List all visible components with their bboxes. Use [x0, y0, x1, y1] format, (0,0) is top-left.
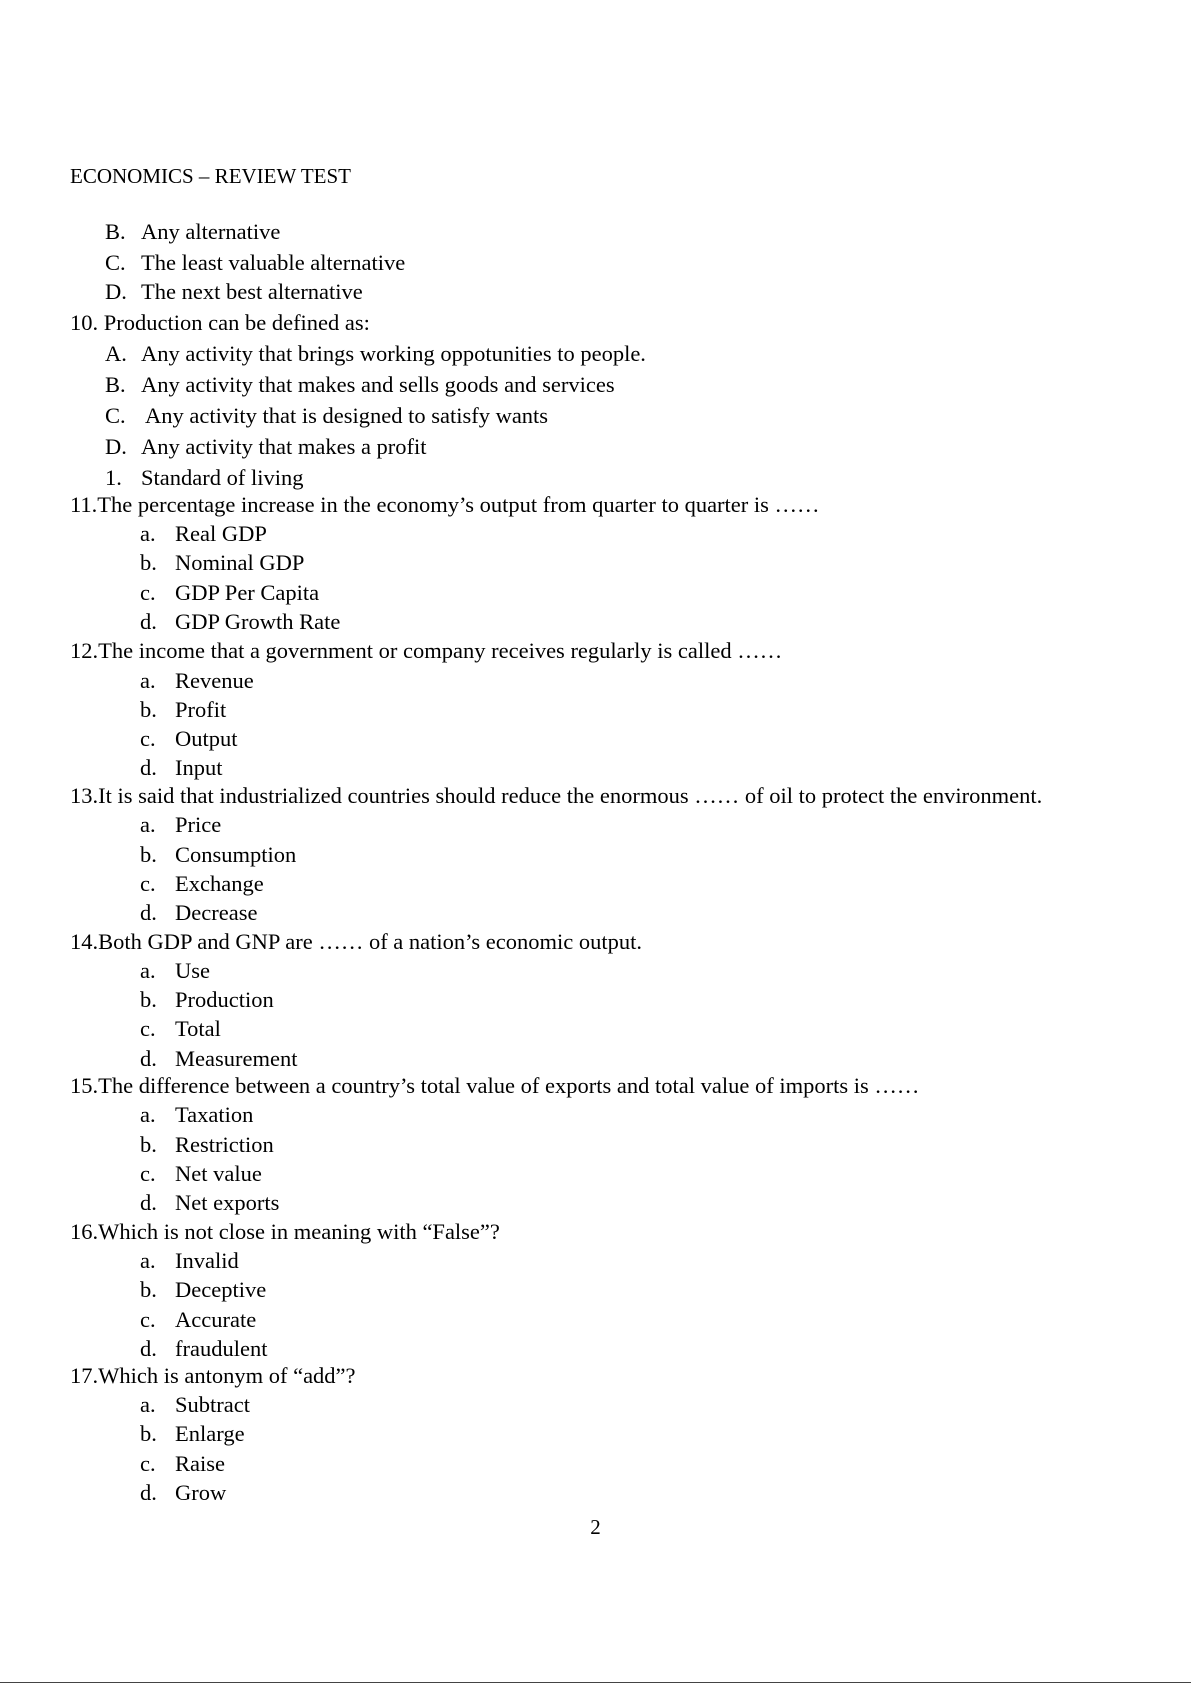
option-text: Exchange: [175, 871, 264, 896]
option-text: Net exports: [175, 1190, 280, 1215]
option-text: Decrease: [175, 900, 258, 925]
question-stem: 11.The percentage increase in the economy’s output from quarter to quarter is ……: [70, 492, 820, 517]
option-marker: c.: [140, 871, 156, 896]
option-text: Enlarge: [175, 1421, 245, 1446]
option-text: Any activity that brings working oppotunities to people.: [141, 341, 646, 366]
option-marker: a.: [140, 521, 156, 546]
option-text: Net value: [175, 1161, 262, 1186]
option-text: Input: [175, 755, 223, 780]
page-bottom-rule: [0, 1682, 1191, 1683]
option-marker: b.: [140, 1421, 157, 1446]
option-marker: a.: [140, 1248, 156, 1273]
option-marker: b.: [140, 697, 157, 722]
question-stem: 16.Which is not close in meaning with “False”?: [70, 1219, 500, 1244]
option-text: Profit: [175, 697, 227, 722]
option-text: Total: [175, 1016, 221, 1041]
page-number: 2: [590, 1515, 601, 1539]
option-marker: d.: [140, 1190, 157, 1215]
option-text: Any alternative: [141, 219, 281, 244]
option-marker: b.: [140, 1277, 157, 1302]
option-text: Revenue: [175, 668, 254, 693]
option-marker: c.: [140, 726, 156, 751]
option-marker: b.: [140, 550, 157, 575]
option-marker: c.: [140, 580, 156, 605]
option-marker: B.: [105, 219, 126, 244]
option-marker: d.: [140, 1046, 157, 1071]
option-text: Accurate: [175, 1307, 257, 1332]
option-text: Any activity that makes a profit: [141, 434, 427, 459]
option-marker: d.: [140, 1336, 157, 1361]
option-text: Output: [175, 726, 238, 751]
option-text: GDP Growth Rate: [175, 609, 341, 634]
option-marker: b.: [140, 1132, 157, 1157]
option-text: Real GDP: [175, 521, 267, 546]
question-stem: 17.Which is antonym of “add”?: [70, 1363, 356, 1388]
option-marker: D.: [105, 279, 127, 304]
option-text: The next best alternative: [141, 279, 363, 304]
option-marker: b.: [140, 987, 157, 1012]
option-text: Price: [175, 812, 222, 837]
option-marker: c.: [140, 1161, 156, 1186]
option-marker: d.: [140, 755, 157, 780]
option-marker: a.: [140, 958, 156, 983]
option-text: Taxation: [175, 1102, 254, 1127]
question-stem: 15.The difference between a country’s total value of exports and total value of imports is ……: [70, 1073, 920, 1098]
option-text: Raise: [175, 1451, 225, 1476]
option-text: Use: [175, 958, 210, 983]
option-marker: a.: [140, 1392, 156, 1417]
option-text: Consumption: [175, 842, 297, 867]
option-marker: a.: [140, 812, 156, 837]
option-marker: A.: [105, 341, 127, 366]
option-marker: C.: [105, 403, 126, 428]
option-marker: b.: [140, 842, 157, 867]
option-text: Grow: [175, 1480, 227, 1505]
option-text: Nominal GDP: [175, 550, 305, 575]
section-title: Standard of living: [141, 465, 304, 490]
question-stem: 13.It is said that industrialized countries should reduce the enormous …… of oil to protect the environment.: [70, 783, 1043, 808]
option-marker: d.: [140, 900, 157, 925]
document-header: ECONOMICS – REVIEW TEST: [70, 164, 351, 188]
option-text: Measurement: [175, 1046, 298, 1071]
option-marker: a.: [140, 668, 156, 693]
option-text: The least valuable alternative: [141, 250, 406, 275]
option-text: Subtract: [175, 1392, 250, 1417]
option-text: Any activity that is designed to satisfy wants: [145, 403, 549, 428]
option-marker: D.: [105, 434, 127, 459]
option-text: Invalid: [175, 1248, 239, 1273]
option-marker: B.: [105, 372, 126, 397]
option-marker: c.: [140, 1451, 156, 1476]
option-text: Deceptive: [175, 1277, 267, 1302]
option-marker: c.: [140, 1307, 156, 1332]
option-text: Restriction: [175, 1132, 274, 1157]
option-marker: d.: [140, 1480, 157, 1505]
question-stem: 10. Production can be defined as:: [70, 310, 370, 335]
option-text: Production: [175, 987, 274, 1012]
option-marker: a.: [140, 1102, 156, 1127]
question-stem: 14.Both GDP and GNP are …… of a nation’s economic output.: [70, 929, 643, 954]
option-marker: c.: [140, 1016, 156, 1041]
option-marker: C.: [105, 250, 126, 275]
option-text: GDP Per Capita: [175, 580, 320, 605]
option-marker: d.: [140, 609, 157, 634]
section-number: 1.: [105, 465, 122, 490]
question-stem: 12.The income that a government or company receives regularly is called ……: [70, 638, 783, 663]
option-text: Any activity that makes and sells goods and services: [141, 372, 615, 397]
option-text: fraudulent: [175, 1336, 268, 1361]
